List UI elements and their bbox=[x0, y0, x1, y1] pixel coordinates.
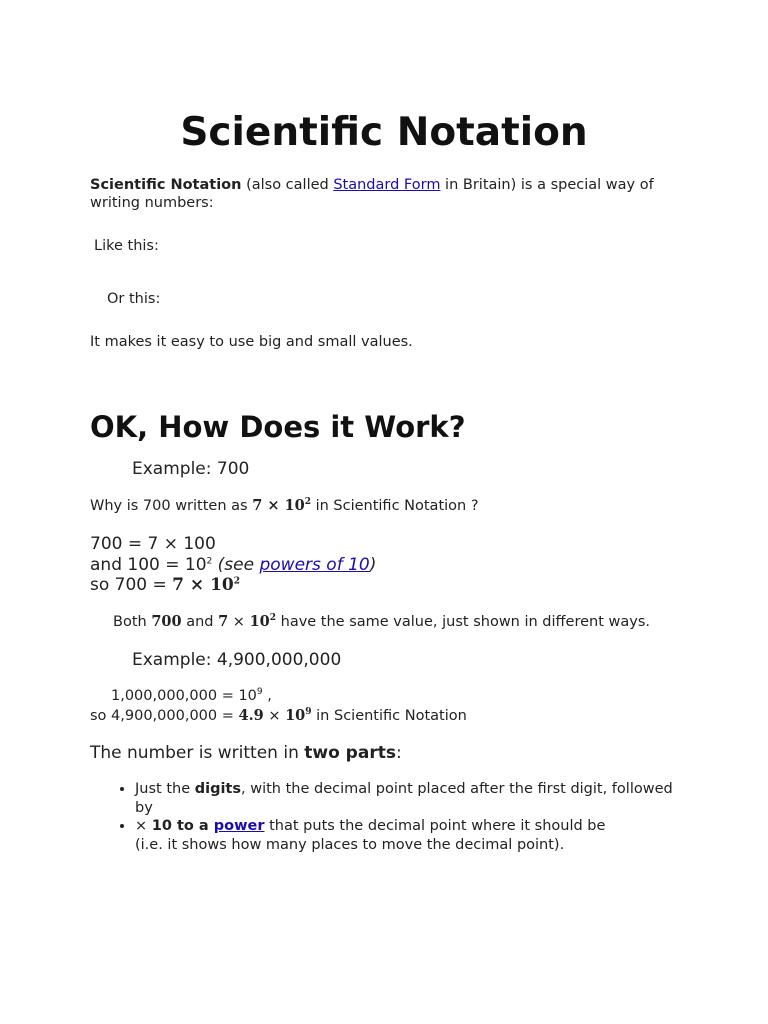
why-expression bbox=[252, 497, 311, 514]
intro-term: Scientific Notation bbox=[90, 177, 242, 193]
step-line-3 bbox=[90, 575, 376, 596]
both-text-1: Both bbox=[113, 614, 152, 630]
step-line-2-see: (see bbox=[212, 554, 260, 575]
step-line-3-expression bbox=[172, 575, 240, 595]
e2-line-2-digits: 4.9 bbox=[238, 707, 264, 724]
b1-bold: digits bbox=[194, 781, 241, 797]
b2-line-2: (i.e. it shows how many places to move the decimal point). bbox=[135, 836, 565, 853]
both-10 bbox=[250, 613, 276, 630]
why-expression-exp: 2 bbox=[304, 497, 311, 508]
b1-text-1: Just the bbox=[135, 781, 195, 797]
both-paragraph bbox=[113, 613, 650, 630]
e2-line-2-post: in Scientific Notation bbox=[311, 708, 467, 724]
both-text-3: have the same value, just shown in different ways. bbox=[276, 614, 650, 630]
e2-line-2-times: × bbox=[263, 708, 286, 724]
example-4900-label: Example: 4,900,000,000 bbox=[132, 650, 342, 670]
intro-paragraph bbox=[90, 176, 690, 212]
two-parts-colon: : bbox=[395, 743, 402, 763]
step-line-2-text: and 100 = 10 bbox=[90, 554, 207, 575]
step-line-2-close: ) bbox=[369, 554, 377, 575]
intro-text-1: (also called bbox=[241, 177, 334, 193]
b2-bold: 10 to a bbox=[151, 818, 214, 834]
both-700: 700 bbox=[151, 613, 182, 630]
example-700-steps bbox=[90, 534, 376, 596]
or-this-label: Or this: bbox=[107, 291, 161, 307]
e2-line-2-exp: 9 bbox=[305, 707, 312, 718]
two-parts-bold: two parts bbox=[304, 743, 396, 763]
page-title: Scientific Notation bbox=[180, 110, 588, 155]
section-heading: OK, How Does it Work? bbox=[90, 410, 466, 444]
example-700-label: Example: 700 bbox=[132, 459, 250, 479]
b1-text-2: , with the decimal point placed after the first digit, followed by bbox=[135, 781, 673, 816]
example-4900-line-1 bbox=[111, 688, 272, 704]
both-text-2: and bbox=[181, 614, 219, 630]
example-4900-line-2 bbox=[90, 707, 467, 724]
list-item bbox=[135, 780, 690, 817]
power-link[interactable]: power bbox=[213, 818, 265, 834]
step-line-2-exp: 2 bbox=[206, 555, 213, 566]
e2-line-2-text: so 4,900,000,000 = bbox=[90, 708, 239, 724]
why-text-1: Why is 700 written as bbox=[90, 498, 253, 514]
both-10-base: 10 bbox=[249, 613, 270, 630]
step-line-3-exp: 2 bbox=[233, 576, 241, 587]
step-line-2 bbox=[90, 555, 376, 576]
standard-form-link[interactable]: Standard Form bbox=[333, 177, 441, 193]
e2-line-2-power bbox=[285, 707, 311, 724]
e2-line-1-exp: 9 bbox=[256, 687, 263, 698]
step-line-3-base: 7 × 10 bbox=[172, 575, 234, 595]
easy-paragraph: It makes it easy to use big and small values. bbox=[90, 334, 413, 350]
why-expression-base: 7 × 10 bbox=[252, 497, 305, 514]
like-this-label: Like this: bbox=[94, 238, 159, 254]
powers-of-10-link[interactable]: powers of 10 bbox=[259, 554, 370, 575]
why-paragraph bbox=[90, 497, 479, 514]
both-10-exp: 2 bbox=[269, 613, 277, 624]
list-item bbox=[135, 817, 690, 854]
parts-list bbox=[90, 780, 690, 854]
both-7: 7 bbox=[218, 613, 229, 630]
step-line-1: 700 = 7 × 100 bbox=[90, 534, 216, 554]
b2-times: × bbox=[135, 818, 152, 834]
e2-line-1-post: , bbox=[262, 688, 272, 704]
why-text-2: in Scientific Notation ? bbox=[310, 498, 479, 514]
two-parts-text: The number is written in bbox=[90, 743, 305, 763]
e2-line-2-base: 10 bbox=[285, 707, 306, 724]
two-parts-paragraph bbox=[90, 743, 402, 763]
b2-text: that puts the decimal point where it should be bbox=[264, 818, 606, 834]
both-times: × bbox=[228, 614, 250, 630]
step-line-3-text: so 700 = bbox=[90, 575, 173, 595]
e2-line-1-text: 1,000,000,000 = 10 bbox=[111, 688, 257, 704]
intro-text-2: in Britain) is a special way of writing numbers: bbox=[90, 177, 654, 211]
